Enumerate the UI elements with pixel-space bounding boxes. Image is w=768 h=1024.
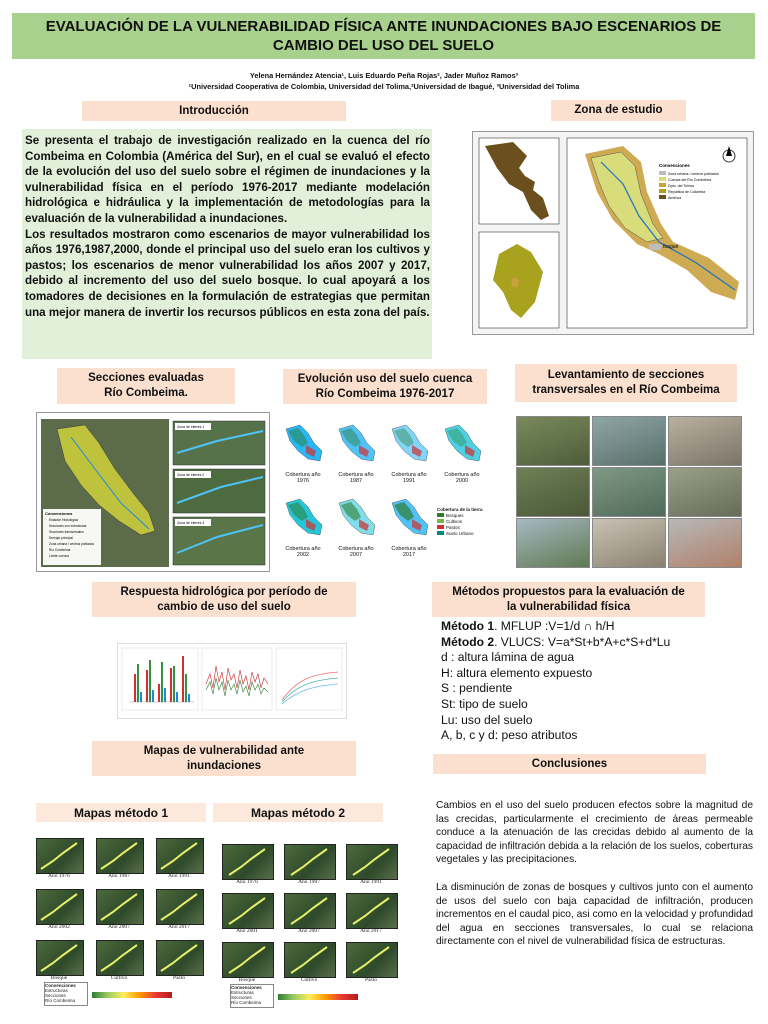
respuesta-line-1: Respuesta hidrológica por período de — [120, 585, 328, 598]
sections-legend-title: Convenciones — [45, 511, 73, 516]
affiliations: ¹Universidad Cooperativa de Colombia, Universidad del Tolima,²Universidad de Ibagué, ³Universidad del Tolima — [188, 82, 580, 91]
method-1-label: Método 1 — [441, 619, 495, 633]
land-use-map-label: Cobertura año — [338, 472, 374, 478]
metodos-line-1: Métodos propuestos para la evaluación de — [452, 585, 685, 598]
legend-swatch — [437, 519, 444, 523]
legend-label: Estructuras — [45, 988, 68, 993]
vulnerability-map — [346, 942, 398, 978]
cross-section-photos — [516, 416, 742, 568]
legend-swatch — [659, 183, 666, 187]
legend-label: Cultivos — [446, 519, 463, 524]
method-variable: St: tipo de suelo — [441, 696, 528, 711]
legend-label: Secciones transversales — [49, 530, 84, 534]
land-use-map-cell — [437, 421, 487, 493]
legend-swatch — [659, 171, 666, 175]
inset-label: Zona de interés 1 — [177, 425, 205, 429]
vulnerability-map-year: Año 1976 — [48, 873, 70, 879]
vulnerability-map — [36, 940, 84, 976]
study-zone-map — [472, 131, 754, 335]
legend-label: Secciones — [45, 993, 66, 998]
vulnerability-map-year: Año 2017 — [168, 924, 190, 930]
section-header-respuesta — [92, 582, 356, 617]
method-variable: S : pendiente — [441, 681, 513, 696]
land-use-map-year: 1987 — [349, 478, 363, 484]
section-header-evolucion — [283, 369, 487, 404]
vulnerability-map — [222, 844, 274, 880]
land-use-evolution-grid — [278, 421, 490, 567]
vulnerability-map-year: Año 2007 — [298, 928, 320, 934]
sections-map-svg — [37, 413, 269, 571]
legend-swatch — [437, 513, 444, 517]
method-variable: A, b, c y d: peso atributos — [441, 728, 578, 743]
vulnerability-map — [36, 889, 84, 925]
inset-label: Zona de interés 2 — [177, 473, 205, 477]
mapas-vuln-line-1: Mapas de vulnerabilidad ante — [143, 744, 305, 757]
legend-label: Río Combeima — [49, 548, 71, 552]
section-header-zona-estudio: Zona de estudio — [551, 100, 686, 121]
section-header-mapas-metodo-1: Mapas método 1 — [36, 803, 206, 822]
vulnerability-color-scale — [92, 992, 172, 998]
legend-label: Zona urbana / centros poblados — [668, 172, 719, 176]
methods-text — [441, 619, 741, 744]
metodos-line-2: la vulnerabilidad física — [506, 600, 631, 613]
land-use-map — [331, 495, 381, 541]
land-use-legend — [437, 507, 489, 553]
title-line-2: CAMBIO DEL USO DEL SUELO — [272, 37, 495, 54]
section-header-introduccion: Introducción — [82, 101, 346, 121]
vulnerability-legend — [44, 982, 182, 1006]
title-banner — [12, 13, 755, 59]
vulnerability-map — [156, 838, 204, 874]
vulnerability-map-label: Pasto — [173, 975, 185, 981]
levantamiento-line-1: Levantamiento de secciones — [547, 369, 705, 381]
legend-label: República de Colombia — [668, 190, 706, 194]
land-use-legend-title: Cobertura de la tierra — [437, 507, 483, 512]
secciones-line-1: Secciones evaluadas — [88, 372, 204, 384]
vulnerability-map-year: Año 2007 — [108, 924, 130, 930]
land-use-map-cell — [331, 421, 381, 493]
section-header-metodos — [432, 582, 705, 617]
levantamiento-line-2: transversales en el Río Combeima — [532, 384, 720, 396]
evolucion-line-2: Río Combeima 1976-2017 — [315, 387, 455, 400]
vulnerability-map-label: Pasto — [365, 977, 377, 983]
legend-label: Suelo Urbano — [446, 531, 474, 536]
method-1-maps — [36, 838, 202, 1018]
vulnerability-map-year: Año 1976 — [236, 879, 258, 885]
vulnerability-map — [222, 893, 274, 929]
vulnerability-legend-title: Convenciones — [231, 985, 262, 990]
vulnerability-map — [284, 893, 336, 929]
vulnerability-legend — [230, 984, 380, 1008]
land-use-map-label: Cobertura año — [338, 546, 374, 552]
poster-title — [34, 17, 734, 55]
land-use-map-label: Cobertura año — [391, 546, 427, 552]
vulnerability-map — [346, 893, 398, 929]
land-use-map — [278, 495, 328, 541]
legend-label: Cuenca del Río Combeima — [668, 178, 712, 182]
vulnerability-map-year: Año 2002 — [48, 924, 70, 930]
vulnerability-map-label: Cultivo — [300, 977, 318, 983]
section-header-conclusiones: Conclusiones — [433, 754, 706, 774]
land-use-map-year: 2002 — [296, 552, 310, 558]
vulnerability-map — [96, 838, 144, 874]
land-use-map — [331, 421, 381, 467]
vulnerability-map-year: Año 1987 — [298, 879, 320, 885]
section-header-mapas-vulnerabilidad — [92, 741, 356, 776]
vulnerability-map-label: Bosque — [50, 975, 68, 981]
vulnerability-map — [36, 838, 84, 874]
method-variable: Lu: uso del suelo — [441, 712, 533, 727]
legend-swatch — [659, 177, 666, 181]
vulnerability-map-year: Año 2001 — [236, 928, 258, 934]
land-use-map-label: Cobertura año — [285, 472, 321, 478]
vulnerability-map-year: Año 1991 — [360, 879, 382, 885]
cross-section-photo — [668, 416, 742, 466]
vulnerability-legend-title: Convenciones — [45, 983, 76, 988]
inset-label: Zona de interés 3 — [177, 521, 205, 525]
vulnerability-map — [222, 942, 274, 978]
intro-paragraph-1: Se presenta el trabajo de investigación realizado en la cuenca del río Combeima en Colombia (América del Sur), en el cual se evaluó el efecto de la evolución del uso del suelo sobre el régimen de inundaciones y la vulnerabilidad física en el período 1976-2017 mediante modelación hidrológica e hidráulica y la implementación de metodologías para la evaluación de la vulnerabilidad a inundaciones. — [25, 134, 430, 225]
respuesta-line-2: cambio de uso del suelo — [157, 600, 291, 613]
legend-label: Pastos — [446, 525, 460, 530]
method-2-label: Método 2 — [441, 634, 495, 649]
method-variable: H: altura elemento expuesto — [441, 665, 593, 680]
land-use-map-year: 1991 — [402, 478, 416, 484]
method-2-formula: . VLUCS: V=a*St+b*A+c*S+d*Lu — [494, 634, 671, 649]
land-use-map-year: 2017 — [402, 552, 416, 558]
vulnerability-map-year: Año 2017 — [360, 928, 382, 934]
legend-label: Estructuras — [231, 990, 254, 995]
vulnerability-map-label: Bosque — [238, 977, 256, 983]
cross-section-photo — [516, 518, 590, 568]
legend-label: Río Combeima — [45, 998, 76, 1003]
hydrological-charts-svg — [118, 644, 346, 718]
conclusions-paragraph-2: La disminución de zonas de bosques y cultivos junto con el aumento de usos del suelo con baja capacidad de infiltración, producen incrementos en el caudal pico, asi como en la velocidad y profundidad del agua en secciones transversales, lo cual se relaciona directamente con el nivel de vulnerabilidad física de estructuras. — [436, 881, 753, 948]
legend-swatch — [659, 189, 666, 193]
section-header-secciones — [57, 368, 235, 404]
legend-label: Secciones — [231, 995, 252, 1000]
land-use-map — [437, 421, 487, 467]
cross-section-photo — [592, 467, 666, 517]
land-use-map-label: Cobertura año — [391, 472, 427, 478]
vulnerability-map-year: Año 1987 — [108, 873, 130, 879]
legend-label: Bosques — [446, 513, 464, 518]
legend-swatch — [437, 525, 444, 529]
method-2-maps — [222, 844, 396, 1018]
secciones-line-2: Río Combeima. — [104, 387, 188, 399]
cross-section-photo — [516, 416, 590, 466]
intro-box — [22, 129, 432, 359]
legend-label: Drenaje principal — [49, 536, 73, 540]
land-use-map-cell — [331, 495, 381, 567]
evolucion-line-1: Evolución uso del suelo cuenca — [297, 372, 473, 385]
land-use-map-cell — [384, 421, 434, 493]
cross-section-photo — [516, 467, 590, 517]
method-1-formula: . MFLUP :V=1/d ∩ h/H — [494, 619, 615, 633]
land-use-map-year: 2007 — [349, 552, 363, 558]
title-line-1: EVALUACIÓN DE LA VULNERABILIDAD FÍSICA ANTE INUNDACIONES BAJO ESCENARIOS DE — [45, 18, 722, 35]
vulnerability-map — [96, 940, 144, 976]
land-use-map — [384, 421, 434, 467]
legend-label: Zona urbana / centros poblados — [49, 542, 95, 546]
intro-paragraph-2: Los resultados mostraron como escenarios de mayor vulnerabilidad los años 1976,1987,2000, donde el principal uso del suelo eran los cultivos y pastos; los escenarios de menor vulnerabilidad los años 2007 y 2017, debido al incremento del uso del suelo bosque. lo cual apoyará a los tomadores de decisiones en la formulación de estrategias que permitan una mejor manera de invertir los recursos públicos en esta zona del país. — [25, 227, 430, 319]
land-use-map-year: 2000 — [455, 478, 469, 484]
legend-swatch — [437, 531, 444, 535]
mapas-vuln-line-2: inundaciones — [186, 759, 262, 772]
legend-label: Río Combeima — [231, 1000, 262, 1005]
cross-section-photo — [592, 518, 666, 568]
vulnerability-color-scale — [278, 994, 358, 1000]
cross-section-photo — [592, 416, 666, 466]
section-header-levantamiento — [515, 364, 737, 402]
legend-label: Estación Hidrológica — [49, 518, 79, 522]
authors: Yelena Hernández Atencia¹, Luis Eduardo Peña Rojas², Jader Muñoz Ramos³ — [249, 71, 519, 80]
vulnerability-map — [284, 844, 336, 880]
conclusions-paragraph-1: Cambios en el uso del suelo producen efectos sobre la magnitud de las crecidas, particularmente el crecimiento de áreas permeable conduce a la atenuación de las crecidas debido al aumento de la capacidad de infiltración debida a la relación de los suelos, coberturas vegetales y las precipitaciones. — [436, 800, 753, 866]
vulnerability-map-label: Cultivo — [110, 975, 128, 981]
conclusions-text — [436, 799, 753, 949]
legend-label: Límite cuenca — [49, 554, 69, 558]
hydrological-charts — [117, 643, 347, 719]
method-variable: d : altura lámina de agua — [441, 650, 575, 665]
vulnerability-map-year: Año 1991 — [168, 873, 190, 879]
zona-legend-title: Convenciones — [659, 163, 690, 168]
cross-section-photo — [668, 518, 742, 568]
land-use-map — [384, 495, 434, 541]
legend-label: Dpto. del Tolima — [668, 184, 694, 188]
legend-label: América — [668, 196, 682, 200]
land-use-map-cell — [384, 495, 434, 567]
vulnerability-map — [284, 942, 336, 978]
legend-label: Secciones con estructuras — [49, 524, 87, 528]
land-use-map-year: 1976 — [296, 478, 310, 484]
vulnerability-map — [96, 889, 144, 925]
vulnerability-map — [346, 844, 398, 880]
land-use-map-label: Cobertura año — [285, 546, 321, 552]
land-use-map — [278, 421, 328, 467]
section-header-mapas-metodo-2: Mapas método 2 — [213, 803, 383, 822]
vulnerability-map — [156, 889, 204, 925]
sections-map — [36, 412, 270, 572]
vulnerability-map — [156, 940, 204, 976]
land-use-map-label: Cobertura año — [444, 472, 480, 478]
legend-swatch — [659, 195, 666, 199]
cross-section-photo — [668, 467, 742, 517]
land-use-map-cell — [278, 421, 328, 493]
land-use-map-cell — [278, 495, 328, 567]
city-label: Ibagué — [663, 244, 679, 250]
study-zone-map-svg — [473, 132, 753, 334]
